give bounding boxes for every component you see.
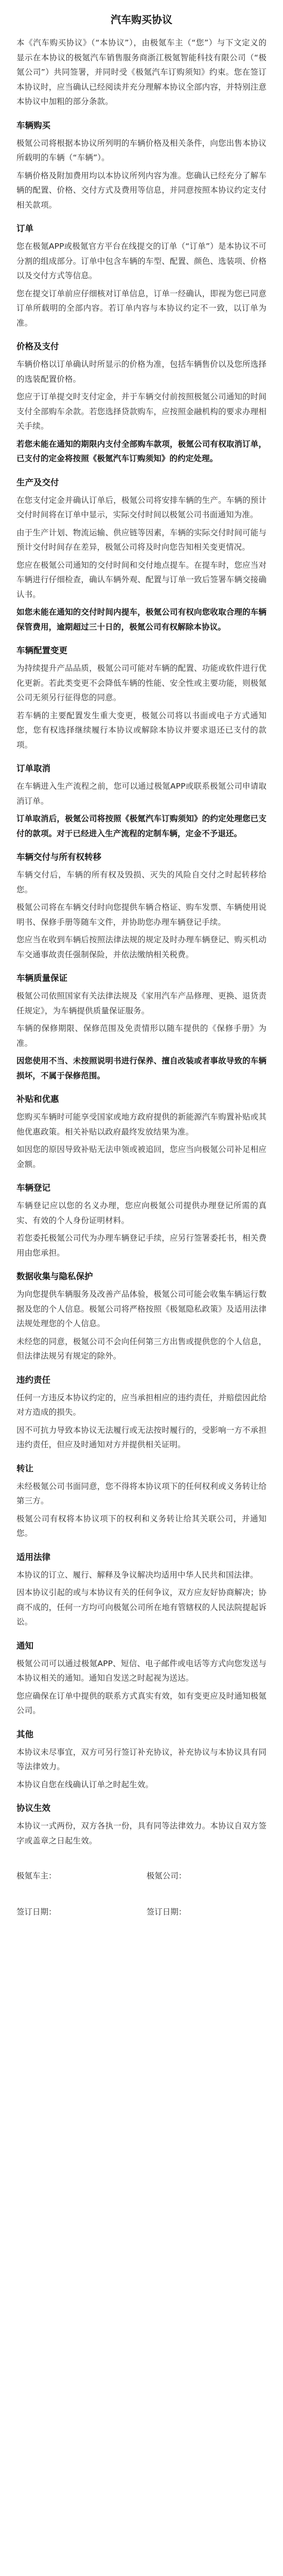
buyer-date-label: 签订日期： [16,1907,57,1917]
buyer-signature [16,1869,136,1883]
clause-paragraph: 如因您的原因导致补贴无法申领或被追回，您应当向极氪公司补足相应金额。 [16,1145,267,1169]
clause-paragraph: 因不可抗力导致本协议无法履行或无法按时履行的，受影响一方不承担违约责任，但应及时通知对方并提供相关证明。 [16,1425,267,1449]
clause-paragraph: 极氪公司依照国家有关法律法规及《家用汽车产品修理、更换、退货责任规定》，为车辆提供质量保证服务。 [16,991,267,1015]
clause-section [16,340,267,466]
clause-paragraph: 因本协议引起的或与本协议有关的任何争议，双方应友好协商解决；协商不成的，任何一方均可向极氪公司所在地有管辖权的人民法院提起诉讼。 [16,1588,267,1626]
document-sections [16,118,267,1849]
bold-clause-paragraph: 因您使用不当、未按照说明书进行保养、擅自改装或者事故导致的车辆损坏，不属于保修范围。 [16,1056,267,1080]
section-heading: 数据收集与隐私保护 [16,1272,93,1281]
clause-paragraph: 未经您的同意，极氪公司不会向任何第三方出售或提供您的个人信息，但法律法规另有规定的除外。 [16,1336,267,1361]
clause-paragraph: 未经极氪公司书面同意，您不得将本协议项下的任何权利或义务转让给第三方。 [16,1481,267,1505]
seller-signature [147,1869,267,1883]
section-heading: 适用法律 [16,1552,50,1562]
seller-date-label: 签订日期： [146,1907,187,1917]
intro-paragraph: 本《汽车购买协议》（“本协议”），由极氪车主（“您”）与下文定义的显示在本协议的极氪汽车销售服务商浙江极氪智能科技有限公司（“极氪公司”）共同签署，并同时受《极氪汽车订购须知》约束。您在签订本协议时，应当确认已经阅读并充分理解本协议全部内容，并特别注意本协议中加粗的部分条款。 [16,38,267,106]
clause-section [16,1462,267,1541]
clause-section [16,1269,267,1364]
clause-paragraph: 您在提交订单前应仔细核对订单信息，订单一经确认，即视为您已同意订单所载明的全部内容。若订单内容与本协议约定不一致，以订单为准。 [16,289,267,328]
clause-section [16,1801,267,1848]
clause-section [16,1181,267,1260]
clause-paragraph: 为持续提升产品品质，极氪公司可能对车辆的配置、功能或软件进行优化更新。若此类变更不会降低车辆的性能、安全性或主要功能，则极氪公司无须另行征得您的同意。 [16,664,267,702]
clause-paragraph: 本协议未尽事宜，双方可另行签订补充协议，补充协议与本协议具有同等法律效力。 [16,1747,267,1771]
clause-paragraph: 在车辆进入生产流程之前，您可以通过极氪APP或联系极氪公司申请取消订单。 [16,782,267,806]
clause-section [16,1639,267,1718]
section-heading: 生产及交付 [16,477,59,487]
clause-paragraph: 为向您提供车辆服务及改善产品体验，极氪公司可能会收集车辆运行数据及您的个人信息。极氪公司将严格按照《极氪隐私政策》及适用法律法规处理您的个人信息。 [16,1290,267,1328]
section-heading: 通知 [16,1640,33,1651]
clause-section [16,761,267,841]
section-heading: 订单 [16,224,33,233]
bold-clause-paragraph: 若您未能在通知的期限内支付全部购车款项，极氪公司有权取消订单，已支付的定金将按照《极氪汽车订购须知》的约定处理。 [16,439,267,463]
clause-paragraph: 车辆价格及附加费用均以本协议所列内容为准。您确认已经充分了解车辆的配置、价格、交付方式及费用等信息，并同意按照本协议约定支付相关款项。 [16,171,267,210]
section-heading: 违约责任 [16,1375,50,1385]
section-heading: 协议生效 [16,1803,50,1813]
section-heading: 转让 [16,1463,33,1473]
clause-paragraph: 由于生产计划、物流运输、供应链等因素，车辆的实际交付时间可能与预计交付时间存在差异，极氪公司将及时向您告知相关变更情况。 [16,528,267,552]
seller-signature-label: 极氪公司： [146,1871,187,1880]
bold-clause-paragraph: 如您未能在通知的交付时间内提车，极氪公司有权向您收取合理的车辆保管费用，逾期超过三十日的，极氪公司有权解除本协议。 [16,607,267,632]
document-intro [16,36,267,109]
clause-paragraph: 车辆价格以订单确认时所显示的价格为准，包括车辆售价以及您所选择的选装配置价格。 [16,360,267,384]
clause-section [16,1727,267,1792]
clause-section [16,222,267,330]
section-heading: 车辆配置变更 [16,646,67,655]
section-heading: 补贴和优惠 [16,1094,59,1104]
document-title: 汽车购买协议 [111,13,172,26]
clause-section [16,476,267,635]
clause-section [16,1092,267,1172]
signature-party-row [16,1869,267,1883]
clause-paragraph: 本协议一式两份，双方各执一份，具有同等法律效力。本协议自双方签字或盖章之日起生效。 [16,1821,267,1845]
clause-paragraph: 车辆登记应以您的名义办理，您应向极氪公司提供办理登记所需的真实、有效的个人身份证明材料。 [16,1201,267,1225]
clause-paragraph: 您应当在收到车辆后按照法律法规的规定及时办理车辆登记、购买机动车交通事故责任强制保险，并依法缴纳相关税费。 [16,935,267,959]
clause-section [16,971,267,1083]
clause-paragraph: 您购买车辆时可能享受国家或地方政府提供的新能源汽车购置补贴或其他优惠政策。相关补贴以政府最终发放结果为准。 [16,1112,267,1137]
signature-date-row [16,1905,267,1919]
clause-section [16,1373,267,1452]
clause-paragraph: 极氪公司可以通过极氪APP、短信、电子邮件或电话等方式向您发送与本协议相关的通知。通知自发送之时起视为送达。 [16,1658,267,1683]
section-heading: 其他 [16,1729,33,1739]
clause-paragraph: 您应在极氪公司通知的交付时间和交付地点提车。在提车时，您应当对车辆进行仔细检查，确认车辆外观、配置与订单一致后签署车辆交接确认书。 [16,560,267,599]
bold-clause-paragraph: 订单取消后，极氪公司将按照《极氪汽车订购须知》的约定处理您已支付的款项。对于已经进入生产流程的定制车辆，定金不予退还。 [16,814,267,838]
clause-paragraph: 极氪公司有权将本协议项下的权利和义务转让给其关联公司，并通知您。 [16,1514,267,1538]
clause-paragraph: 您应于订单提交时支付定金，并于车辆交付前按照极氪公司通知的时间支付全部购车余款。若您选择贷款购车，应按照金融机构的要求办理相关手续。 [16,392,267,431]
clause-paragraph: 任何一方违反本协议约定的，应当承担相应的违约责任，并赔偿因此给对方造成的损失。 [16,1393,267,1417]
clause-paragraph: 本协议的订立、履行、解释及争议解决均适用中华人民共和国法律。 [16,1570,258,1580]
clause-paragraph: 您应确保在订单中提供的联系方式真实有效，如有变更应及时通知极氪公司。 [16,1691,267,1715]
signature-block [16,1869,267,1919]
clause-section [16,643,267,752]
section-heading: 车辆登记 [16,1183,50,1193]
clause-section [16,118,267,213]
clause-paragraph: 在您支付定金并确认订单后，极氪公司将安排车辆的生产。车辆的预计交付时间将在订单中显示，实际交付时间以极氪公司书面通知为准。 [16,495,267,519]
clause-paragraph: 车辆的保修期限、保修范围及免责情形以随车提供的《保修手册》为准。 [16,1024,267,1048]
clause-paragraph: 若车辆的主要配置发生重大变更，极氪公司将以书面或电子方式通知您，您有权选择继续履行本协议或解除本协议并要求退还已支付的款项。 [16,710,267,750]
clause-paragraph: 极氪公司将在车辆交付时向您提供车辆合格证、购车发票、车辆使用说明书、保修手册等随车文件，并协助您办理车辆登记手续。 [16,903,267,927]
section-heading: 车辆质量保证 [16,973,67,983]
buyer-signature-label: 极氪车主： [16,1871,57,1880]
clause-paragraph: 本协议自您在线确认订单之时起生效。 [16,1780,154,1789]
clause-paragraph: 极氪公司将根据本协议所列明的车辆价格及相关条件，向您出售本协议所载明的车辆（“车辆”）。 [16,138,267,162]
buyer-date [16,1905,136,1919]
clause-section [16,850,267,962]
clause-paragraph: 若您委托极氪公司代为办理车辆登记手续，应另行签署委托书，相关费用由您承担。 [16,1233,267,1258]
clause-paragraph: 您在极氪APP或极氪官方平台在线提交的订单（“订单”）是本协议不可分割的组成部分。订单中包含车辆的车型、配置、颜色、选装项、价格以及交付方式等信息。 [16,242,267,280]
section-heading: 车辆交付与所有权转移 [16,852,101,862]
section-heading: 车辆购买 [16,120,50,130]
section-heading: 订单取消 [16,764,50,773]
clause-section [16,1550,267,1630]
seller-date [147,1905,267,1919]
section-heading: 价格及支付 [16,342,59,351]
clause-paragraph: 车辆交付后，车辆的所有权及毁损、灭失的风险自交付之时起转移给您。 [16,870,267,894]
